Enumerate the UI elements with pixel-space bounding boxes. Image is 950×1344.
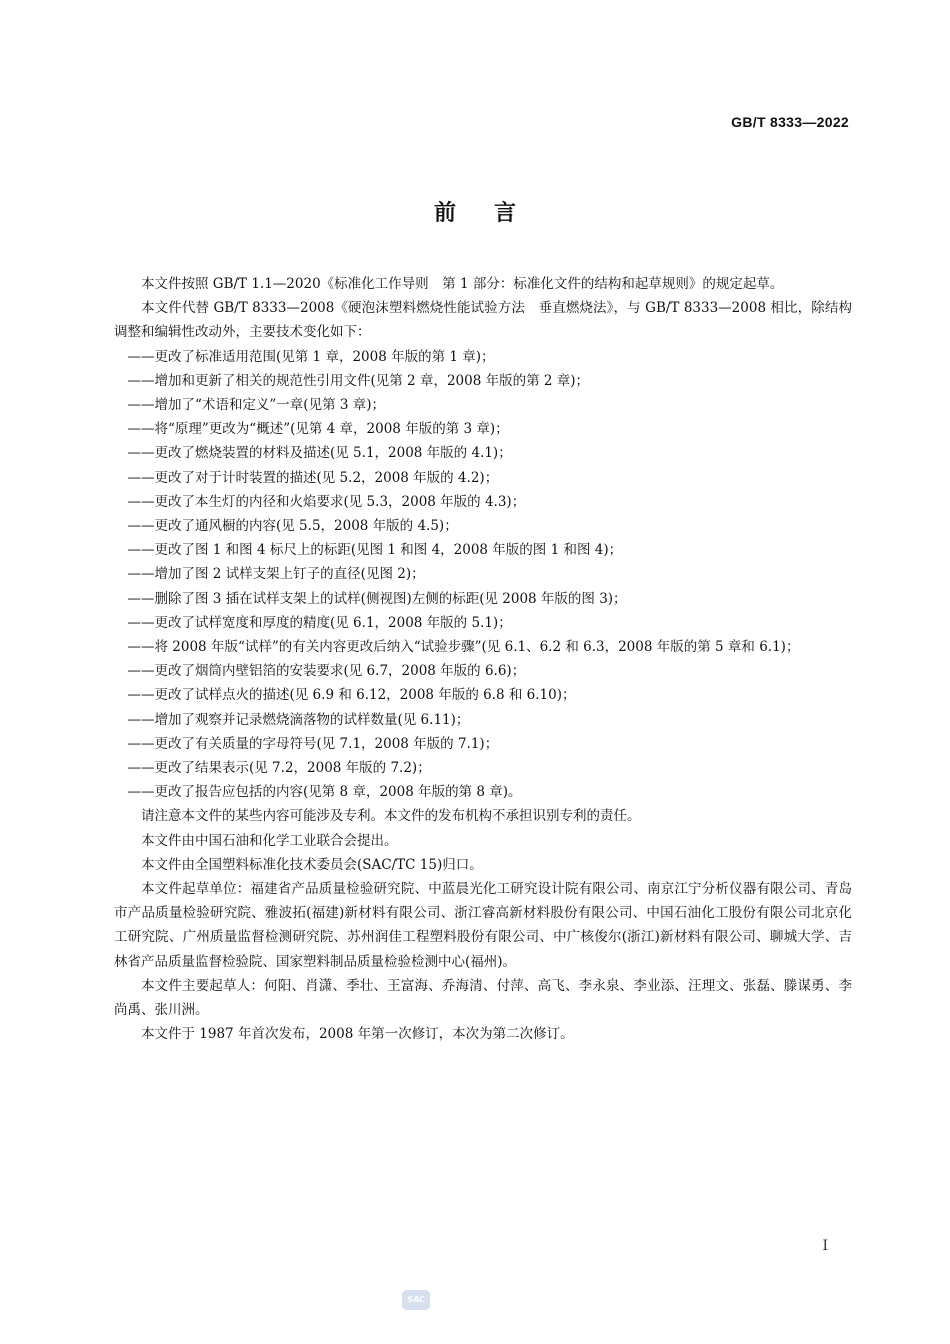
change-item: ——更改了烟筒内壁铝箔的安装要求(见 6.7，2008 年版的 6.6)； [127,663,526,680]
change-item: ——增加了“术语和定义”一章(见第 3 章)； [127,397,386,414]
change-item: ——更改了结果表示(见 7.2，2008 年版的 7.2)； [127,760,431,777]
change-item: ——更改了有关质量的字母符号(见 7.1，2008 年版的 7.1)； [127,735,499,752]
page-title: 前言 [433,201,554,226]
change-item: ——增加了图 2 试样支架上钉子的直径(见图 2)； [127,566,425,583]
page-number: I [822,1238,828,1254]
change-item: ——更改了标准适用范围(见第 1 章，2008 年版的第 1 章)； [127,348,495,365]
standard-code: GB/T 8333—2022 [731,114,849,130]
drafting-units-paragraph: 本文件起草单位：福建省产品质量检验研究院、中蓝晨光化工研究设计院有限公司、南京江宁分析仪器有限公司、青岛市产品质量检验研究院、雅波拓(福建)新材料有限公司、浙江睿高新材料股份有限公司、中国石油化工股份有限公司北京化工研究院、广州质量监督检测研究院、苏州润佳工程塑料股份有限公司、中广核俊尔(浙江)新材料有限公司、聊城大学、吉林省产品质量监督检验院、国家塑料制品质量检验检测中心(福州)。 [114,881,852,970]
change-item: ——将“原理”更改为“概述”(见第 4 章，2008 年版的第 3 章)； [127,421,509,438]
change-item: ——增加和更新了相关的规范性引用文件(见第 2 章，2008 年版的第 2 章)； [127,372,590,389]
proposer-paragraph: 本文件由中国石油和化学工业联合会提出。 [141,832,398,849]
sac-logo: SAC [402,1290,430,1310]
change-item: ——更改了燃烧装置的材料及描述(见 5.1，2008 年版的 4.1)； [127,445,512,462]
change-item: ——将 2008 年版“试样”的有关内容更改后纳入“试验步骤”(见 6.1、6.2 和 6.3，2008 年版的第 5 章和 6.1)； [127,639,800,656]
foreword-body [114,272,852,1047]
intro-paragraph: 本文件按照 GB/T 1.1—2020《标准化工作导则 第 1 部分：标准化文件的结构和起草规则》的规定起草。 [141,276,784,292]
intro-paragraph: 本文件代替 GB/T 8333—2008《硬泡沫塑料燃烧性能试验方法 垂直燃烧法》，与 GB/T 8333—2008 相比，除结构调整和编辑性改动外，主要技术变化如下： [114,300,852,341]
change-item: ——更改了报告应包括的内容(见第 8 章，2008 年版的第 8 章)。 [127,784,522,801]
patent-notice: 请注意本文件的某些内容可能涉及专利。本文件的发布机构不承担识别专利的责任。 [141,808,641,825]
history-paragraph: 本文件于 1987 年首次发布，2008 年第一次修订，本次为第二次修订。 [141,1026,574,1043]
change-item: ——增加了观察并记录燃烧滴落物的试样数量(见 6.11)； [127,711,470,728]
change-item: ——更改了通风橱的内容(见 5.5，2008 年版的 4.5)； [127,518,458,535]
changes-list [114,345,852,805]
change-item: ——删除了图 3 插在试样支架上的试样(侧视图)左侧的标距(见 2008 年版的图 3)； [127,590,627,607]
change-item: ——更改了试样宽度和厚度的精度(见 6.1，2008 年版的 5.1)； [127,614,512,631]
administrator-paragraph: 本文件由全国塑料标准化技术委员会(SAC/TC 15)归口。 [141,856,483,873]
change-item: ——更改了对于计时装置的描述(见 5.2，2008 年版的 4.2)； [127,469,499,486]
change-item: ——更改了图 1 和图 4 标尺上的标距(见图 1 和图 4，2008 年版的图 1 和图 4)； [127,542,623,559]
change-item: ——更改了本生灯的内径和火焰要求(见 5.3，2008 年版的 4.3)； [127,493,526,510]
drafters-paragraph: 本文件主要起草人：何阳、肖潇、季壮、王富海、乔海清、付萍、高飞、李永泉、李业添、汪理文、张磊、滕谋勇、李尚禹、张川洲。 [114,977,852,1019]
change-item: ——更改了试样点火的描述(见 6.9 和 6.12，2008 年版的 6.8 和 6.10)； [127,687,576,704]
